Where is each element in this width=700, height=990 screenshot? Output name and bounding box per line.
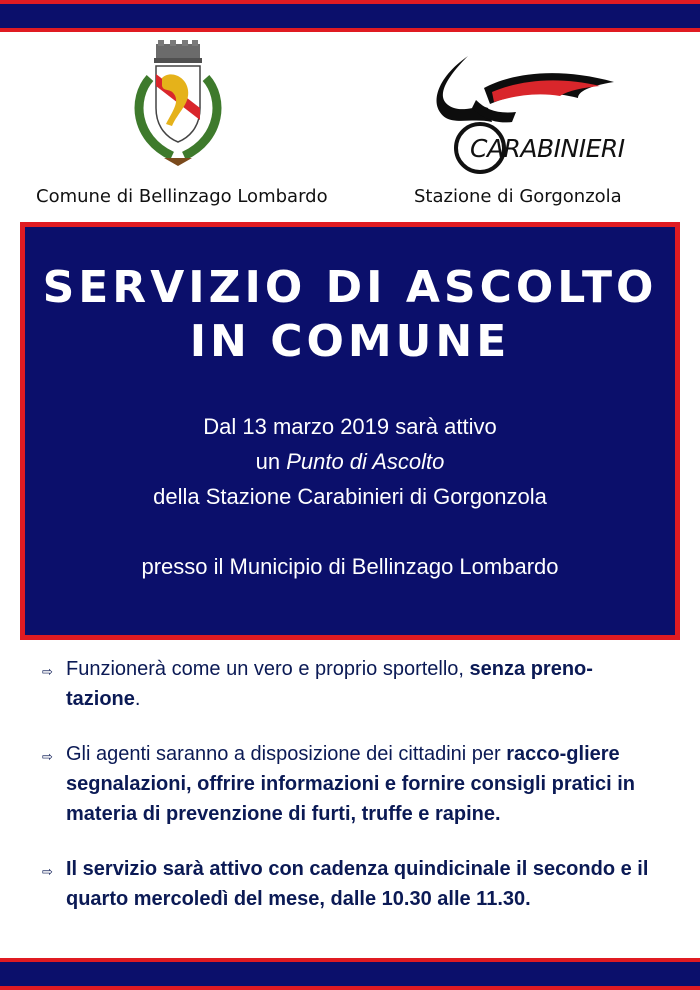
logo-wordmark: CARABINIERI xyxy=(470,134,625,163)
top-banner-bar xyxy=(0,0,700,32)
bottom-banner-bar xyxy=(0,958,700,990)
arrow-right-icon: ⇨ xyxy=(42,864,53,879)
location-line: presso il Municipio di Bellinzago Lombardo xyxy=(141,554,559,579)
list-item-bold: Il servizio sarà attivo con cadenza quindicinale il secondo e il quarto mercoledì del mese, dalle 10.30 alle 11.30. xyxy=(66,858,649,910)
info-list xyxy=(40,654,660,939)
service-name: Punto di Ascolto xyxy=(286,449,445,474)
station-line: della Stazione Carabinieri di Gorgonzola xyxy=(153,484,547,509)
announcement-text xyxy=(25,409,675,584)
service-name-prefix: un xyxy=(255,449,287,474)
start-date-line: Dal 13 marzo 2019 sarà attivo xyxy=(203,414,497,439)
list-item-text: Funzionerà come un vero e proprio sportello, xyxy=(66,658,470,680)
headline-line-2: IN COMUNE xyxy=(189,316,511,367)
announcement-panel xyxy=(20,222,680,640)
coat-of-arms-icon xyxy=(128,38,228,170)
list-item-text: Gli agenti saranno a disposizione dei cittadini per xyxy=(66,743,507,765)
municipality-name: Comune di Bellinzago Lombardo xyxy=(36,186,328,207)
arrow-right-icon: ⇨ xyxy=(42,664,53,679)
list-item-bold: senza preno-tazione xyxy=(66,658,593,710)
list-item xyxy=(40,654,660,714)
list-item xyxy=(40,854,660,914)
list-item-bold: racco-gliere segnalazioni, offrire informazioni e fornire consigli pratici in materia di prevenzione di furti, truffe e rapine. xyxy=(66,743,635,825)
service-name-line xyxy=(25,444,675,479)
headline-line-1: SERVIZIO DI ASCOLTO xyxy=(42,262,658,313)
arrow-right-icon: ⇨ xyxy=(42,749,53,764)
list-item-tail: . xyxy=(134,688,141,710)
list-item xyxy=(40,739,660,829)
station-name: Stazione di Gorgonzola xyxy=(414,186,622,207)
headline xyxy=(25,261,675,369)
